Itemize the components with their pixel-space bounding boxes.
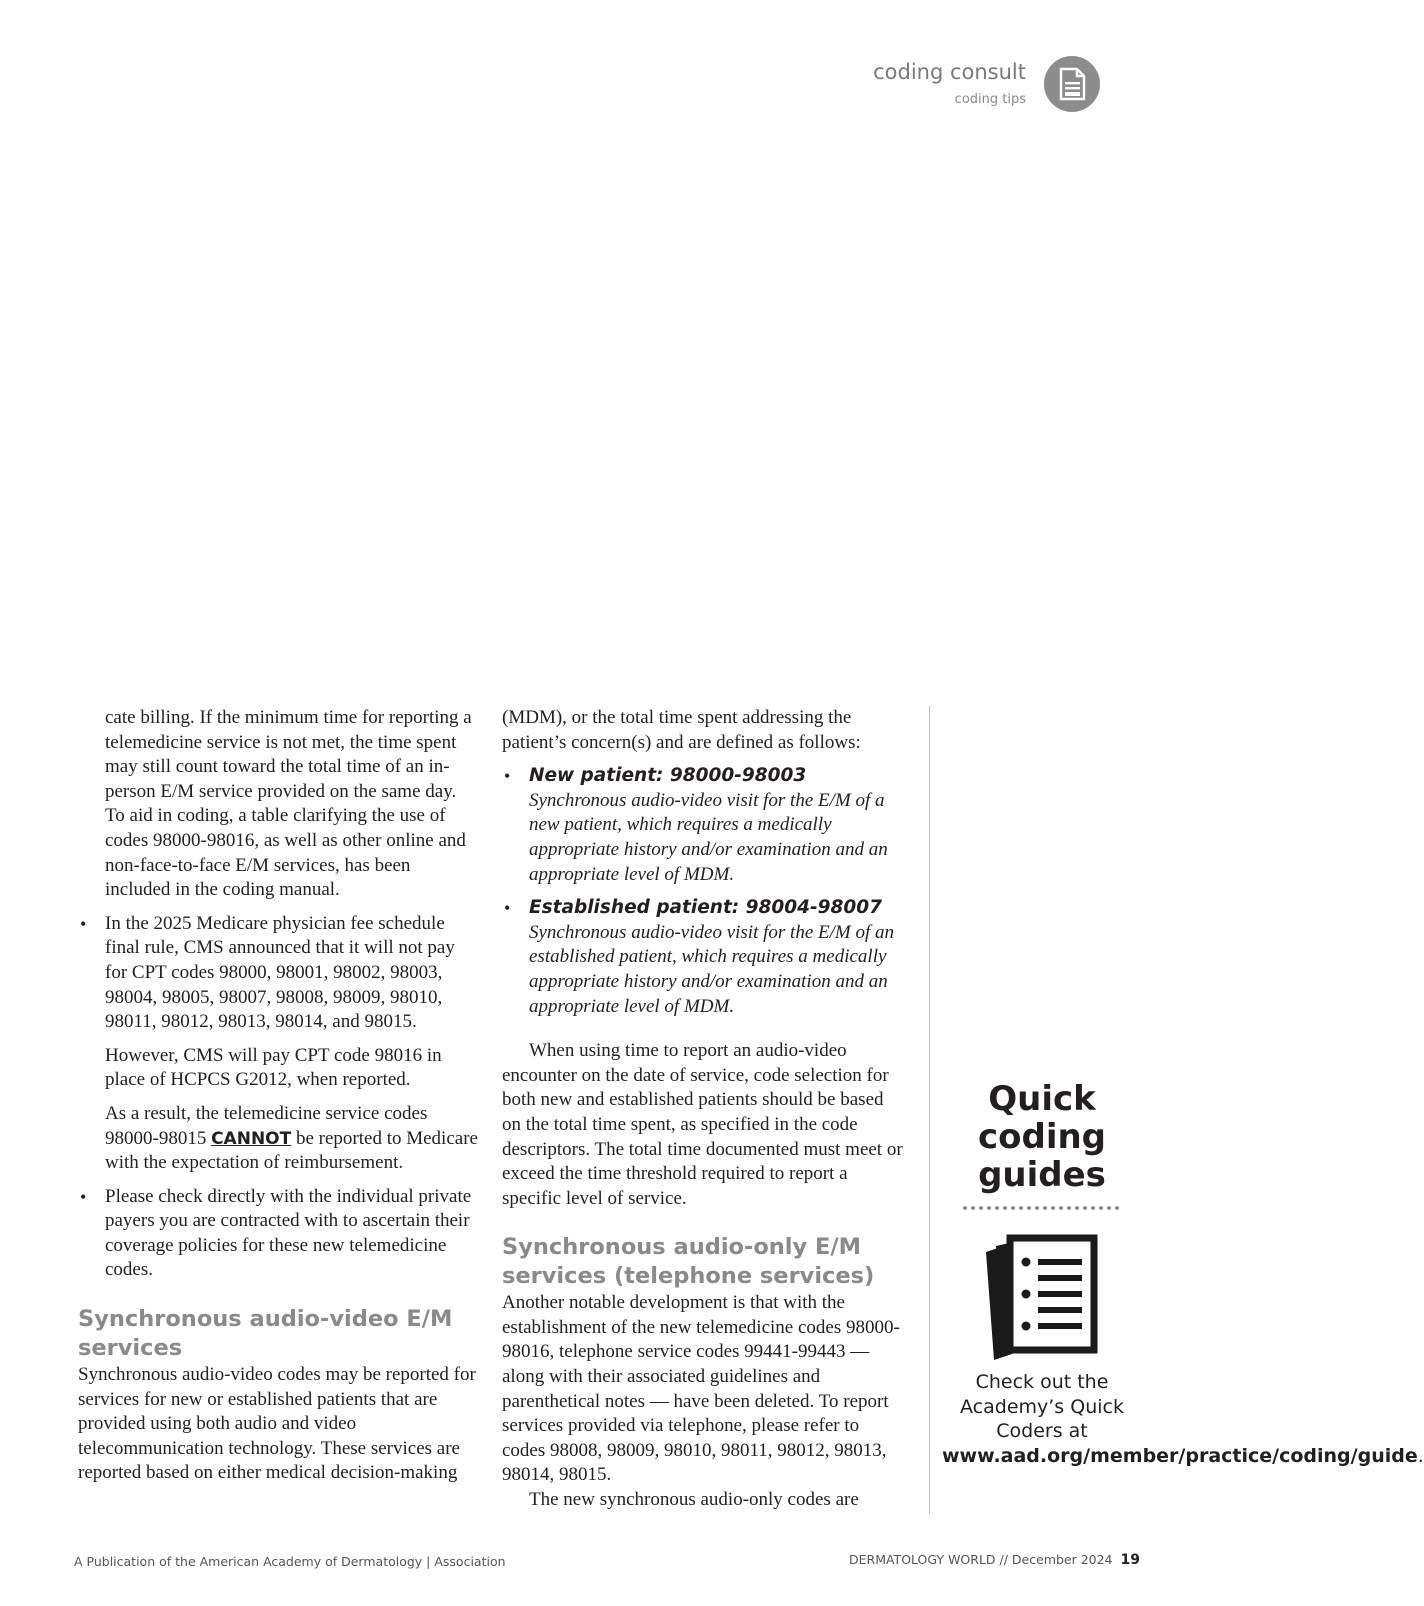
sidebar-title: Quick coding guides <box>977 1079 1107 1195</box>
bullet-text: • In the 2025 Medicare physician fee schedule final rule, CMS announced that it will not pay for CPT codes 98000, 98001, 98002, 98003, 98004, 98005, 98007, 98008, 98009, 98010, 98011, 98012, 98013, 98014, and 98015. <box>105 912 455 1033</box>
time-paragraph: When using time to report an audio-video encounter on the date of service, code selection for both new and established patients should be based on the total time spent, as specified in the code descriptors. The total time documented must meet or exceed the time threshold required to report a specific level of service. <box>502 1040 903 1209</box>
result-text-before: As a result, the telemedicine service codes 98000-98015 <box>105 1102 428 1149</box>
last-line: The new synchronous audio-only codes are <box>529 1489 859 1511</box>
left-column <box>78 706 478 1486</box>
document-icon <box>1044 56 1100 112</box>
section-heading-audio-only: Synchronous audio-only E/M services (telephone services) <box>502 1234 875 1290</box>
footer-issue-text: DERMATOLOGY WORLD // December 2024 <box>848 1552 1113 1567</box>
sidebar-text-after: . <box>1417 1445 1424 1468</box>
footer-issue <box>849 1552 1140 1568</box>
definition-description: Synchronous audio-video visit for the E/M of an established patient, which requires a medically appropriate history and/or examination and an appropriate level of MDM. <box>529 921 894 1017</box>
result-text-after: be reported to Medicare with the expectation of reimbursement. <box>105 1127 478 1174</box>
checklist-icon <box>980 1232 1100 1360</box>
section-subtitle: coding tips <box>954 92 1026 107</box>
quick-coders-link[interactable]: www.aad.org/member/practice/coding/guide <box>942 1445 1418 1468</box>
cannot-emphasis: CANNOT <box>211 1128 292 1149</box>
column-divider <box>929 706 930 1514</box>
definition-list <box>502 764 904 1019</box>
page-header <box>680 56 1100 116</box>
definition-item <box>502 764 904 887</box>
bullet-item <box>78 1185 478 1283</box>
section-title: coding consult <box>873 60 1026 84</box>
definition-description: Synchronous audio-video visit for the E/M of a new patient, which requires a medically appropriate history and/or examination and an appropriate level of MDM. <box>529 789 888 885</box>
however-paragraph: However, CMS will pay CPT code 98016 in place of HCPCS G2012, when reported. <box>105 1044 442 1091</box>
bullet-item <box>78 912 478 1176</box>
page-number: 19 <box>1120 1552 1140 1568</box>
section-heading-audio-video: Synchronous audio-video E/M services <box>78 1306 453 1362</box>
intro-paragraph: (MDM), or the total time spent addressing the patient’s concern(s) and are defined as follows: <box>502 707 861 753</box>
middle-column <box>502 706 904 1513</box>
section-body-audio-only: Another notable development is that with the establishment of the new telemedicine codes 98000-98016, telephone service codes 99441-99443 — along with their associated guidelines and parenthetical notes — have been deleted. To report services provided via telephone, please refer to codes 98008, 98009, 98010, 98011, 98012, 98013, 98014, 98015. <box>502 1292 900 1486</box>
result-paragraph <box>105 1102 478 1176</box>
dotted-divider <box>962 1205 1122 1211</box>
footer-publication: A Publication of the American Academy of Dermatology | Association <box>74 1554 506 1569</box>
definition-item <box>502 896 904 1019</box>
continued-paragraph: cate billing. If the minimum time for reporting a telemedicine service is not met, the time spent may still count toward the total time of an in-person E/M service provided on the same day. To aid in coding, a table clarifying the use of codes 98000-98016, as well as other online and non-face-to-face E/M services, has been included in the coding manual. <box>105 707 472 901</box>
section-body-audio-video: Synchronous audio-video codes may be reported for services for new or established patients that are provided using both audio and video telecommunication technology. These services are reported based on either medical decision-making <box>78 1364 476 1484</box>
bullet-text: • Please check directly with the individual private payers you are contracted with to ascertain their coverage policies for these new telemedicine codes. <box>105 1185 472 1281</box>
definition-term: • New patient: 98000-98003 <box>529 765 807 787</box>
bullet-list <box>78 912 478 1283</box>
definition-term: • Established patient: 98004-98007 <box>529 897 883 919</box>
sidebar-text-before: Check out the Academy’s Quick Coders at <box>960 1371 1124 1443</box>
sidebar-text <box>942 1370 1424 1469</box>
